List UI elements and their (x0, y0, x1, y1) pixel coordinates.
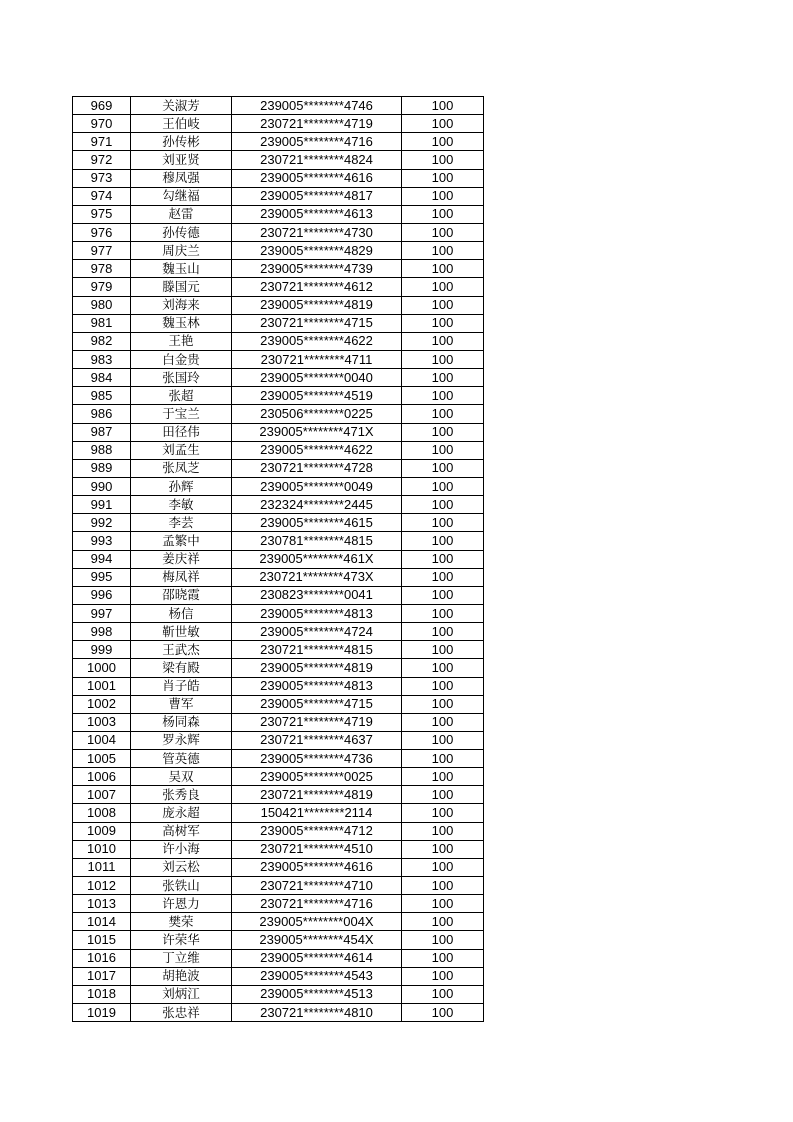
row-number-cell: 1004 (73, 731, 131, 749)
id-number-cell: 239005********4739 (232, 260, 402, 278)
amount-cell: 100 (402, 804, 484, 822)
person-name-cell: 张凤芝 (131, 459, 232, 477)
person-name-cell: 高树军 (131, 822, 232, 840)
person-name-cell: 孙传德 (131, 223, 232, 241)
person-name-cell: 丁立维 (131, 949, 232, 967)
amount-cell: 100 (402, 441, 484, 459)
person-name-cell: 梁有殿 (131, 659, 232, 677)
person-name-cell: 勾继福 (131, 187, 232, 205)
id-number-cell: 239005********4813 (232, 677, 402, 695)
amount-cell: 100 (402, 296, 484, 314)
person-name-cell: 刘孟生 (131, 441, 232, 459)
id-number-cell: 230721********4716 (232, 895, 402, 913)
table-row (73, 387, 484, 405)
row-number-cell: 969 (73, 97, 131, 115)
row-number-cell: 1009 (73, 822, 131, 840)
row-number-cell: 975 (73, 205, 131, 223)
row-number-cell: 1008 (73, 804, 131, 822)
row-number-cell: 970 (73, 115, 131, 133)
id-number-cell: 239005********4519 (232, 387, 402, 405)
row-number-cell: 983 (73, 350, 131, 368)
person-name-cell: 张铁山 (131, 877, 232, 895)
amount-cell: 100 (402, 913, 484, 931)
id-number-cell: 239005********4746 (232, 97, 402, 115)
table-row (73, 931, 484, 949)
table-row (73, 949, 484, 967)
id-number-cell: 230721********4824 (232, 151, 402, 169)
row-number-cell: 984 (73, 369, 131, 387)
person-name-cell: 滕国元 (131, 278, 232, 296)
amount-cell: 100 (402, 1004, 484, 1022)
person-name-cell: 魏玉林 (131, 314, 232, 332)
id-number-cell: 239005********4513 (232, 985, 402, 1003)
table-row (73, 550, 484, 568)
table-row (73, 913, 484, 931)
person-name-cell: 孙传彬 (131, 133, 232, 151)
person-name-cell: 王武杰 (131, 641, 232, 659)
id-number-cell: 230781********4815 (232, 532, 402, 550)
id-number-cell: 239005********4829 (232, 242, 402, 260)
row-number-cell: 974 (73, 187, 131, 205)
id-number-cell: 230506********0225 (232, 405, 402, 423)
table-row (73, 187, 484, 205)
amount-cell: 100 (402, 623, 484, 641)
amount-cell: 100 (402, 97, 484, 115)
row-number-cell: 991 (73, 496, 131, 514)
table-row (73, 133, 484, 151)
person-name-cell: 张国玲 (131, 369, 232, 387)
table-row (73, 459, 484, 477)
person-name-cell: 张秀良 (131, 786, 232, 804)
person-name-cell: 庞永超 (131, 804, 232, 822)
id-number-cell: 230721********4719 (232, 713, 402, 731)
table-row (73, 514, 484, 532)
person-name-cell: 靳世敏 (131, 623, 232, 641)
amount-cell: 100 (402, 877, 484, 895)
amount-cell: 100 (402, 532, 484, 550)
table-row (73, 405, 484, 423)
amount-cell: 100 (402, 641, 484, 659)
amount-cell: 100 (402, 731, 484, 749)
amount-cell: 100 (402, 477, 484, 495)
person-name-cell: 刘海来 (131, 296, 232, 314)
person-name-cell: 曹军 (131, 695, 232, 713)
id-number-cell: 239005********0040 (232, 369, 402, 387)
person-name-cell: 孟繁中 (131, 532, 232, 550)
person-name-cell: 胡艳波 (131, 967, 232, 985)
table-row (73, 840, 484, 858)
id-number-cell: 239005********004X (232, 913, 402, 931)
row-number-cell: 986 (73, 405, 131, 423)
person-name-cell: 杨同森 (131, 713, 232, 731)
id-number-cell: 239005********461X (232, 550, 402, 568)
table-row (73, 659, 484, 677)
table-row (73, 532, 484, 550)
row-number-cell: 1006 (73, 768, 131, 786)
amount-cell: 100 (402, 205, 484, 223)
id-number-cell: 239005********4819 (232, 659, 402, 677)
amount-cell: 100 (402, 242, 484, 260)
person-name-cell: 刘亚贤 (131, 151, 232, 169)
row-number-cell: 1018 (73, 985, 131, 1003)
amount-cell: 100 (402, 459, 484, 477)
person-name-cell: 张超 (131, 387, 232, 405)
amount-cell: 100 (402, 568, 484, 586)
table-row (73, 858, 484, 876)
row-number-cell: 980 (73, 296, 131, 314)
person-name-cell: 梅凤祥 (131, 568, 232, 586)
table-row (73, 169, 484, 187)
amount-cell: 100 (402, 949, 484, 967)
id-number-cell: 239005********4712 (232, 822, 402, 840)
amount-cell: 100 (402, 604, 484, 622)
id-number-cell: 239005********4819 (232, 296, 402, 314)
person-name-cell: 李敏 (131, 496, 232, 514)
id-number-cell: 232324********2445 (232, 496, 402, 514)
amount-cell: 100 (402, 223, 484, 241)
row-number-cell: 1005 (73, 750, 131, 768)
person-name-cell: 张忠祥 (131, 1004, 232, 1022)
table-row (73, 985, 484, 1003)
amount-cell: 100 (402, 895, 484, 913)
table-row (73, 750, 484, 768)
id-number-cell: 230721********4728 (232, 459, 402, 477)
person-name-cell: 罗永辉 (131, 731, 232, 749)
person-name-cell: 孙辉 (131, 477, 232, 495)
person-name-cell: 姜庆祥 (131, 550, 232, 568)
table-row (73, 623, 484, 641)
id-number-cell: 230721********4612 (232, 278, 402, 296)
table-row (73, 496, 484, 514)
row-number-cell: 1019 (73, 1004, 131, 1022)
amount-cell: 100 (402, 514, 484, 532)
amount-cell: 100 (402, 187, 484, 205)
id-number-cell: 239005********4736 (232, 750, 402, 768)
amount-cell: 100 (402, 278, 484, 296)
amount-cell: 100 (402, 822, 484, 840)
table-row (73, 677, 484, 695)
row-number-cell: 1011 (73, 858, 131, 876)
amount-cell: 100 (402, 496, 484, 514)
id-number-cell: 239005********471X (232, 423, 402, 441)
row-number-cell: 990 (73, 477, 131, 495)
row-number-cell: 1002 (73, 695, 131, 713)
id-number-cell: 230721********4711 (232, 350, 402, 368)
amount-cell: 100 (402, 369, 484, 387)
table-row (73, 423, 484, 441)
amount-cell: 100 (402, 332, 484, 350)
table-row (73, 786, 484, 804)
person-name-cell: 魏玉山 (131, 260, 232, 278)
row-number-cell: 988 (73, 441, 131, 459)
person-name-cell: 于宝兰 (131, 405, 232, 423)
person-name-cell: 关淑芳 (131, 97, 232, 115)
id-number-cell: 239005********4716 (232, 133, 402, 151)
row-number-cell: 1000 (73, 659, 131, 677)
person-name-cell: 李芸 (131, 514, 232, 532)
amount-cell: 100 (402, 858, 484, 876)
table-row (73, 568, 484, 586)
id-number-cell: 239005********4543 (232, 967, 402, 985)
person-name-cell: 杨信 (131, 604, 232, 622)
row-number-cell: 996 (73, 586, 131, 604)
row-number-cell: 982 (73, 332, 131, 350)
person-name-cell: 许恩力 (131, 895, 232, 913)
id-number-cell: 239005********4622 (232, 441, 402, 459)
amount-cell: 100 (402, 931, 484, 949)
table-row (73, 223, 484, 241)
id-number-cell: 239005********4622 (232, 332, 402, 350)
row-number-cell: 976 (73, 223, 131, 241)
table-row (73, 151, 484, 169)
person-name-cell: 周庆兰 (131, 242, 232, 260)
id-number-cell: 230721********4637 (232, 731, 402, 749)
row-number-cell: 993 (73, 532, 131, 550)
row-number-cell: 995 (73, 568, 131, 586)
id-number-cell: 230721********4719 (232, 115, 402, 133)
id-number-cell: 239005********4615 (232, 514, 402, 532)
amount-cell: 100 (402, 677, 484, 695)
person-name-cell: 刘炳江 (131, 985, 232, 1003)
row-number-cell: 971 (73, 133, 131, 151)
amount-cell: 100 (402, 985, 484, 1003)
id-number-cell: 150421********2114 (232, 804, 402, 822)
row-number-cell: 1016 (73, 949, 131, 967)
table-row (73, 586, 484, 604)
amount-cell: 100 (402, 405, 484, 423)
id-number-cell: 230721********4510 (232, 840, 402, 858)
row-number-cell: 981 (73, 314, 131, 332)
row-number-cell: 1007 (73, 786, 131, 804)
id-number-cell: 230823********0041 (232, 586, 402, 604)
amount-cell: 100 (402, 115, 484, 133)
id-number-cell: 230721********4819 (232, 786, 402, 804)
row-number-cell: 1014 (73, 913, 131, 931)
id-number-cell: 239005********0049 (232, 477, 402, 495)
amount-cell: 100 (402, 550, 484, 568)
row-number-cell: 989 (73, 459, 131, 477)
row-number-cell: 1012 (73, 877, 131, 895)
id-number-cell: 239005********4613 (232, 205, 402, 223)
amount-cell: 100 (402, 151, 484, 169)
table-row (73, 332, 484, 350)
person-name-cell: 许小海 (131, 840, 232, 858)
person-name-cell: 管英德 (131, 750, 232, 768)
table-row (73, 278, 484, 296)
row-number-cell: 992 (73, 514, 131, 532)
row-number-cell: 978 (73, 260, 131, 278)
table-row (73, 768, 484, 786)
person-name-cell: 穆凤强 (131, 169, 232, 187)
table-row (73, 369, 484, 387)
table-row (73, 441, 484, 459)
id-number-cell: 230721********4715 (232, 314, 402, 332)
table-row (73, 97, 484, 115)
table-row (73, 350, 484, 368)
person-name-cell: 许荣华 (131, 931, 232, 949)
row-number-cell: 1010 (73, 840, 131, 858)
row-number-cell: 973 (73, 169, 131, 187)
table-row (73, 205, 484, 223)
table-row (73, 604, 484, 622)
table-row (73, 260, 484, 278)
amount-cell: 100 (402, 350, 484, 368)
table-row (73, 1004, 484, 1022)
row-number-cell: 985 (73, 387, 131, 405)
table-row (73, 296, 484, 314)
id-number-cell: 230721********4730 (232, 223, 402, 241)
table-row (73, 822, 484, 840)
id-number-cell: 239005********0025 (232, 768, 402, 786)
amount-cell: 100 (402, 659, 484, 677)
amount-cell: 100 (402, 713, 484, 731)
id-number-cell: 239005********4817 (232, 187, 402, 205)
person-name-cell: 邵晓霞 (131, 586, 232, 604)
table-row (73, 477, 484, 495)
row-number-cell: 972 (73, 151, 131, 169)
amount-cell: 100 (402, 387, 484, 405)
table-row (73, 804, 484, 822)
amount-cell: 100 (402, 314, 484, 332)
row-number-cell: 979 (73, 278, 131, 296)
row-number-cell: 1001 (73, 677, 131, 695)
table-row (73, 967, 484, 985)
table-row (73, 314, 484, 332)
row-number-cell: 1015 (73, 931, 131, 949)
id-number-cell: 230721********4815 (232, 641, 402, 659)
roster-table (72, 96, 484, 1022)
row-number-cell: 1003 (73, 713, 131, 731)
id-number-cell: 239005********4616 (232, 858, 402, 876)
row-number-cell: 994 (73, 550, 131, 568)
amount-cell: 100 (402, 260, 484, 278)
person-name-cell: 肖子皓 (131, 677, 232, 695)
person-name-cell: 樊荣 (131, 913, 232, 931)
amount-cell: 100 (402, 750, 484, 768)
amount-cell: 100 (402, 423, 484, 441)
row-number-cell: 998 (73, 623, 131, 641)
id-number-cell: 239005********4724 (232, 623, 402, 641)
id-number-cell: 230721********473X (232, 568, 402, 586)
amount-cell: 100 (402, 133, 484, 151)
table-row (73, 877, 484, 895)
id-number-cell: 239005********4616 (232, 169, 402, 187)
amount-cell: 100 (402, 786, 484, 804)
amount-cell: 100 (402, 768, 484, 786)
person-name-cell: 田径伟 (131, 423, 232, 441)
roster-table-body (73, 97, 484, 1022)
table-row (73, 641, 484, 659)
row-number-cell: 977 (73, 242, 131, 260)
id-number-cell: 239005********4614 (232, 949, 402, 967)
amount-cell: 100 (402, 967, 484, 985)
table-row (73, 242, 484, 260)
person-name-cell: 王艳 (131, 332, 232, 350)
person-name-cell: 赵雷 (131, 205, 232, 223)
person-name-cell: 吴双 (131, 768, 232, 786)
table-row (73, 115, 484, 133)
row-number-cell: 997 (73, 604, 131, 622)
id-number-cell: 239005********4813 (232, 604, 402, 622)
row-number-cell: 1017 (73, 967, 131, 985)
person-name-cell: 王伯岐 (131, 115, 232, 133)
id-number-cell: 239005********4715 (232, 695, 402, 713)
table-row (73, 895, 484, 913)
id-number-cell: 230721********4710 (232, 877, 402, 895)
row-number-cell: 1013 (73, 895, 131, 913)
id-number-cell: 230721********4810 (232, 1004, 402, 1022)
amount-cell: 100 (402, 695, 484, 713)
row-number-cell: 999 (73, 641, 131, 659)
amount-cell: 100 (402, 586, 484, 604)
amount-cell: 100 (402, 840, 484, 858)
table-row (73, 731, 484, 749)
table-row (73, 695, 484, 713)
amount-cell: 100 (402, 169, 484, 187)
id-number-cell: 239005********454X (232, 931, 402, 949)
row-number-cell: 987 (73, 423, 131, 441)
person-name-cell: 刘云松 (131, 858, 232, 876)
table-row (73, 713, 484, 731)
person-name-cell: 白金贵 (131, 350, 232, 368)
